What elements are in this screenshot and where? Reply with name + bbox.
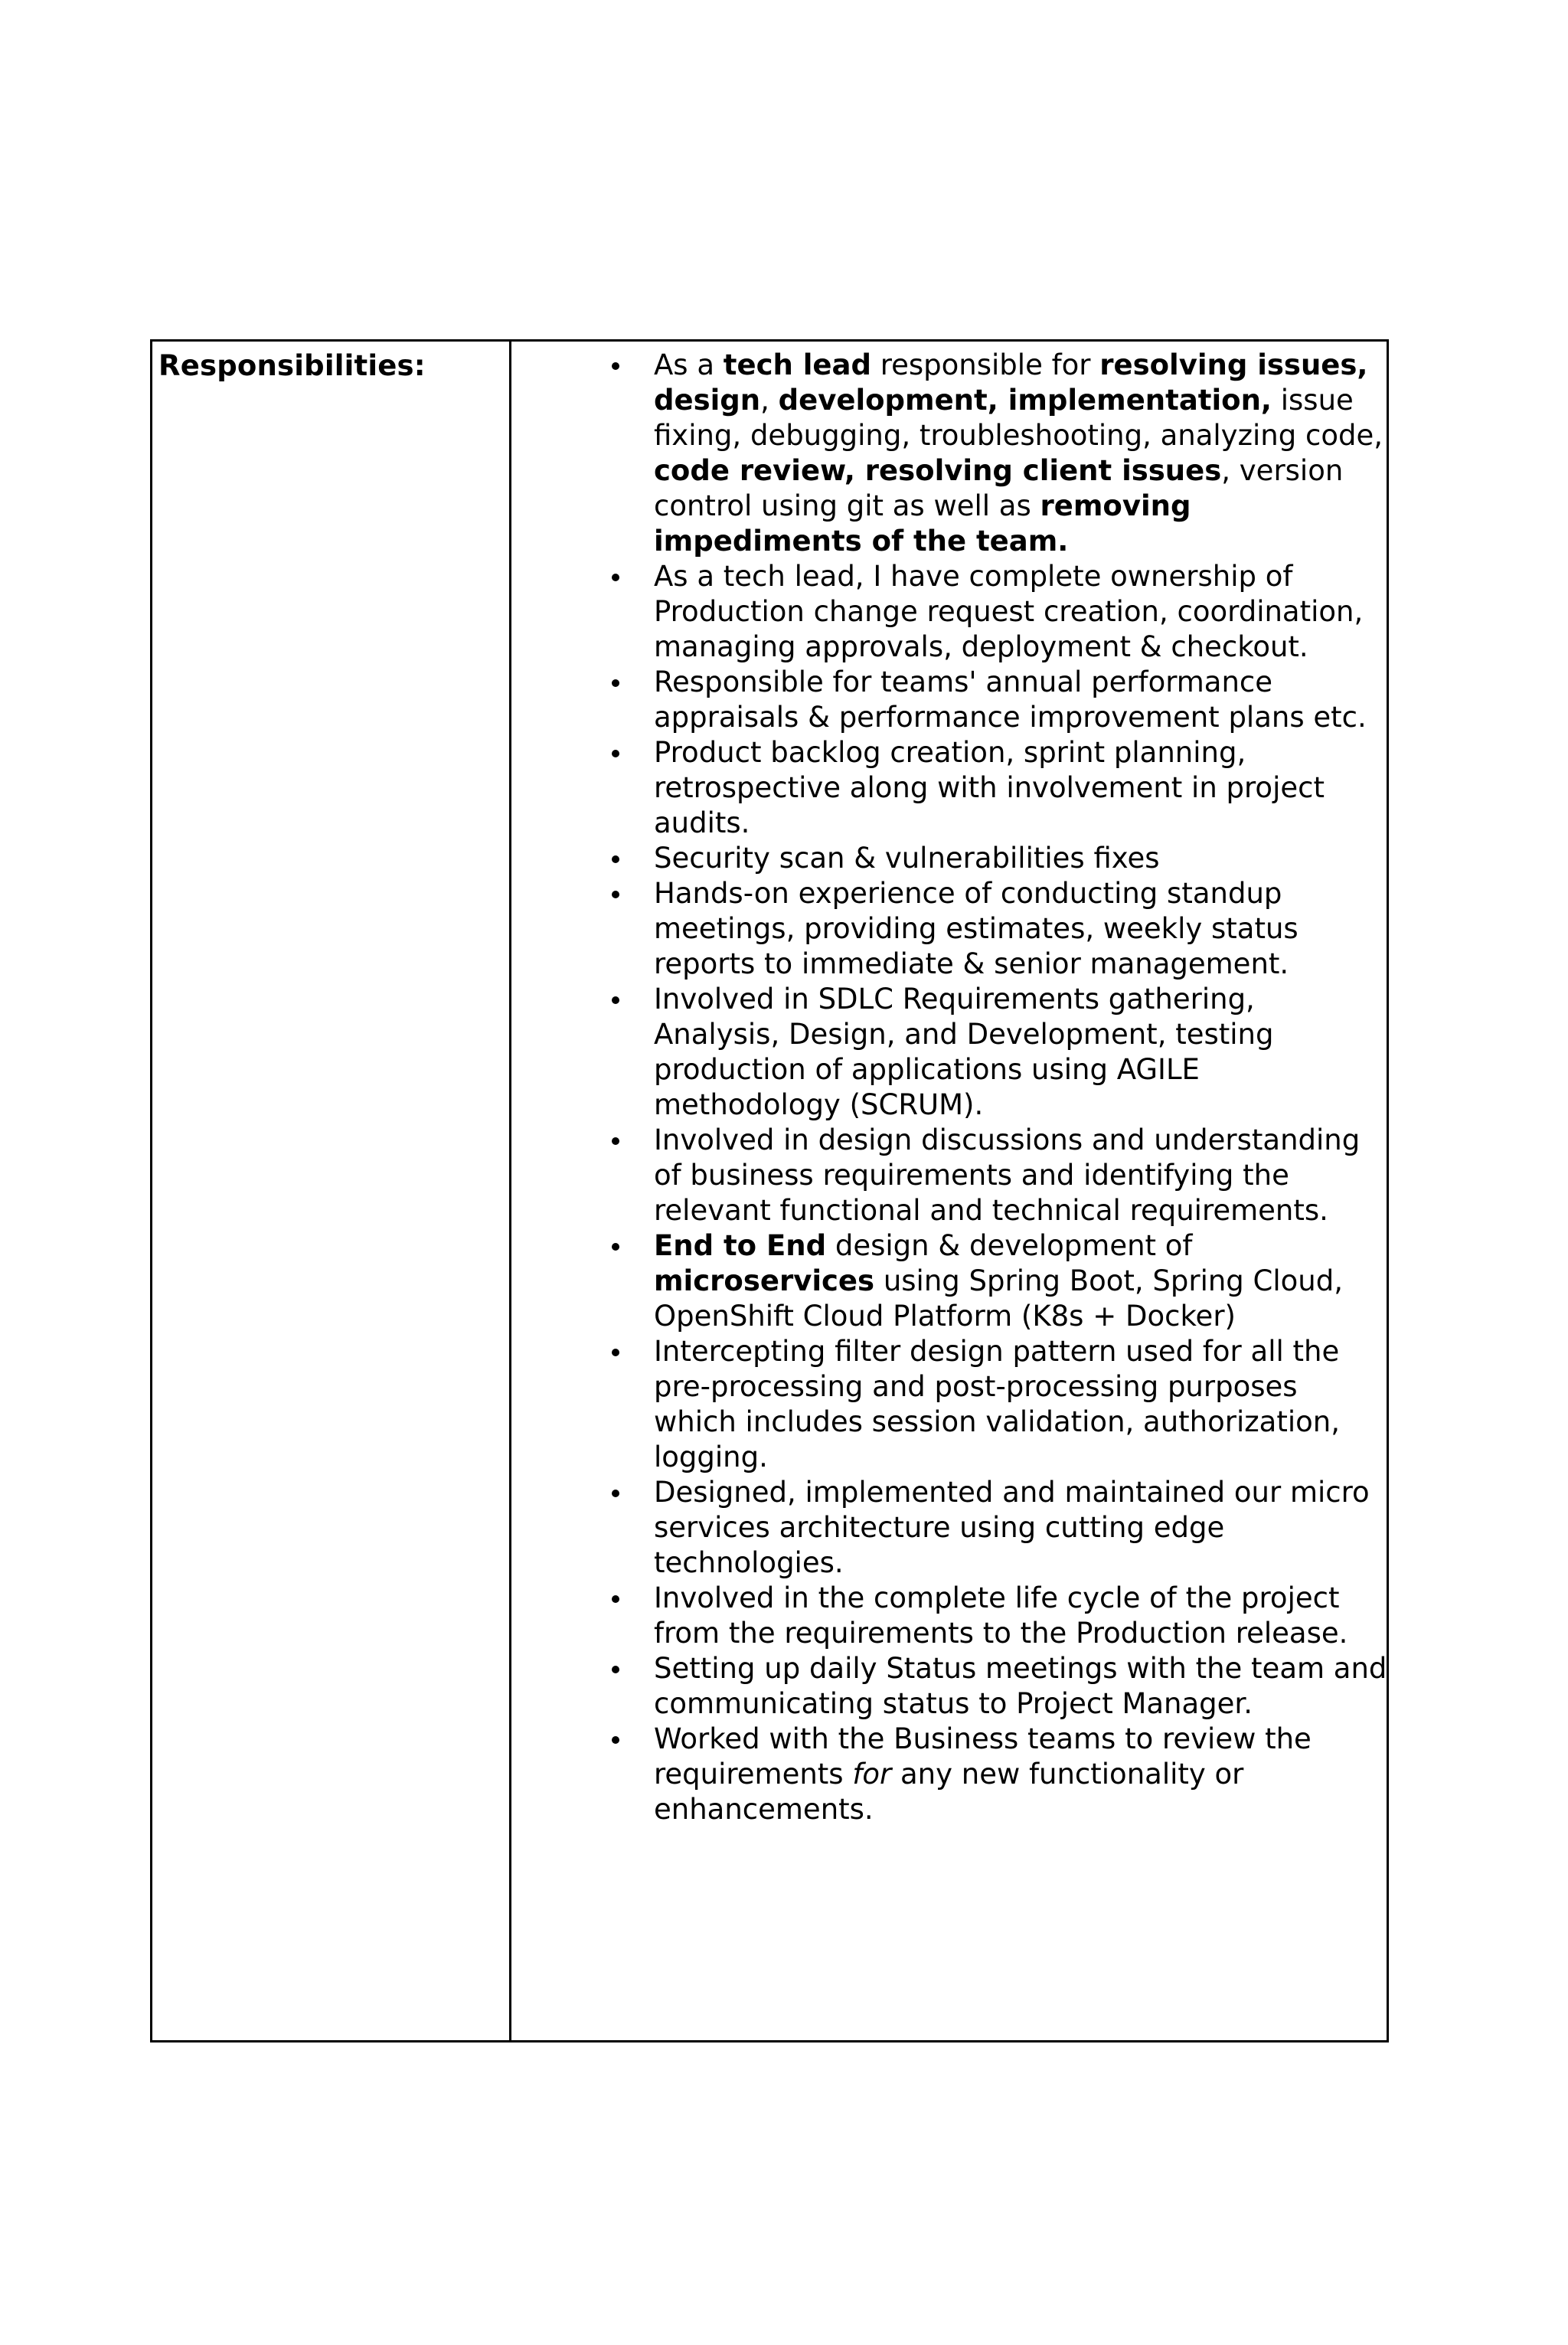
text-segment: development, implementation,	[778, 384, 1272, 417]
list-item-text	[654, 1652, 1387, 1720]
text-segment: Hands-on experience of conducting standup meetings, providing estimates, weekly status reports to immediate & senior management.	[654, 877, 1298, 980]
list-item	[511, 1581, 1389, 1651]
list-item-text	[654, 842, 1160, 875]
text-segment: As a tech lead, I have complete ownership of Production change request creation, coordination, managing approvals, deployment & checkout.	[654, 560, 1364, 663]
bullet-icon	[612, 574, 619, 581]
bullet-icon	[612, 1490, 619, 1497]
list-item-text	[654, 1476, 1370, 1579]
text-segment: End to End	[654, 1229, 827, 1262]
text-segment: Designed, implemented and maintained our micro services architecture using cutting edge technologies.	[654, 1476, 1370, 1579]
list-item	[511, 841, 1389, 876]
list-item-text	[654, 560, 1363, 663]
list-item-text	[654, 1229, 1343, 1333]
list-item	[511, 1475, 1389, 1581]
list-item	[511, 982, 1389, 1123]
text-segment: Involved in SDLC Requirements gathering, Analysis, Design, and Development, testing production of applications using AGILE methodology (SCRUM).	[654, 983, 1274, 1121]
list-item	[511, 1228, 1389, 1334]
text-segment: As a	[654, 348, 724, 381]
responsibilities-label: Responsibilities:	[158, 349, 426, 382]
list-item	[511, 1722, 1389, 1827]
text-segment: design & development of	[826, 1229, 1193, 1262]
text-segment: Responsible for teams' annual performance appraisals & performance improvement plans etc.	[654, 666, 1367, 734]
responsibilities-content	[511, 342, 1387, 2040]
text-segment: issue fixing, debugging, troubleshooting, analyzing code,	[654, 384, 1383, 452]
list-item	[511, 348, 1389, 559]
text-segment: Intercepting filter design pattern used for all the pre-processing and post-processing purposes which includes session validation, authorization, logging.	[654, 1335, 1340, 1473]
text-segment: Product backlog creation, sprint planning, retrospective along with involvement in project audits.	[654, 736, 1325, 839]
list-item	[511, 665, 1389, 735]
text-segment: Setting up daily Status meetings with the team and communicating status to Project Manager.	[654, 1652, 1387, 1720]
list-item	[511, 1651, 1389, 1722]
list-item-text	[654, 348, 1383, 558]
text-segment: using Spring Boot, Spring Cloud, OpenShift Cloud Platform (K8s + Docker)	[654, 1264, 1343, 1333]
bullet-icon	[612, 1595, 619, 1603]
list-item-text	[654, 1123, 1360, 1227]
text-segment: any new functionality or enhancements.	[654, 1758, 1244, 1826]
list-item-text	[654, 736, 1325, 839]
bullet-icon	[612, 1243, 619, 1251]
text-segment: for	[852, 1758, 892, 1791]
text-segment: microservices	[654, 1264, 875, 1297]
text-segment: Involved in design discussions and understanding of business requirements and identifying the relevant functional and technical requirements.	[654, 1123, 1361, 1227]
bullet-icon	[612, 750, 619, 757]
bullet-icon	[612, 1736, 619, 1744]
responsibilities-list	[511, 348, 1389, 1827]
bullet-icon	[612, 996, 619, 1004]
list-item-text	[654, 983, 1273, 1121]
list-item	[511, 1334, 1389, 1475]
bullet-icon	[612, 855, 619, 863]
list-item	[511, 735, 1389, 841]
text-segment: code review, resolving client issues	[654, 454, 1222, 487]
list-item	[511, 1123, 1389, 1228]
bullet-icon	[612, 1666, 619, 1673]
text-segment: Worked with the Business teams to review the requirements	[654, 1722, 1312, 1791]
bullet-icon	[612, 1137, 619, 1145]
list-item-text	[654, 877, 1298, 980]
list-item-text	[654, 1335, 1340, 1473]
text-segment: removing impediments of the team.	[654, 489, 1191, 558]
responsibilities-table	[150, 339, 1389, 2042]
list-item-text	[654, 1722, 1312, 1826]
bullet-icon	[612, 891, 619, 898]
list-item-text	[654, 666, 1367, 734]
text-segment: resolving issues, design	[654, 348, 1368, 417]
bullet-icon	[612, 679, 619, 687]
text-segment: , version control using git as well as	[654, 454, 1344, 522]
list-item	[511, 876, 1389, 982]
list-item	[511, 559, 1389, 665]
list-item-text	[654, 1581, 1348, 1650]
bullet-icon	[612, 362, 619, 370]
bullet-icon	[612, 1349, 619, 1356]
text-segment: Security scan & vulnerabilities fixes	[654, 842, 1160, 875]
text-segment: Involved in the complete life cycle of the project from the requirements to the Production release.	[654, 1581, 1348, 1650]
text-segment: tech lead	[723, 348, 871, 381]
text-segment: ,	[760, 384, 779, 417]
text-segment: responsible for	[871, 348, 1100, 381]
